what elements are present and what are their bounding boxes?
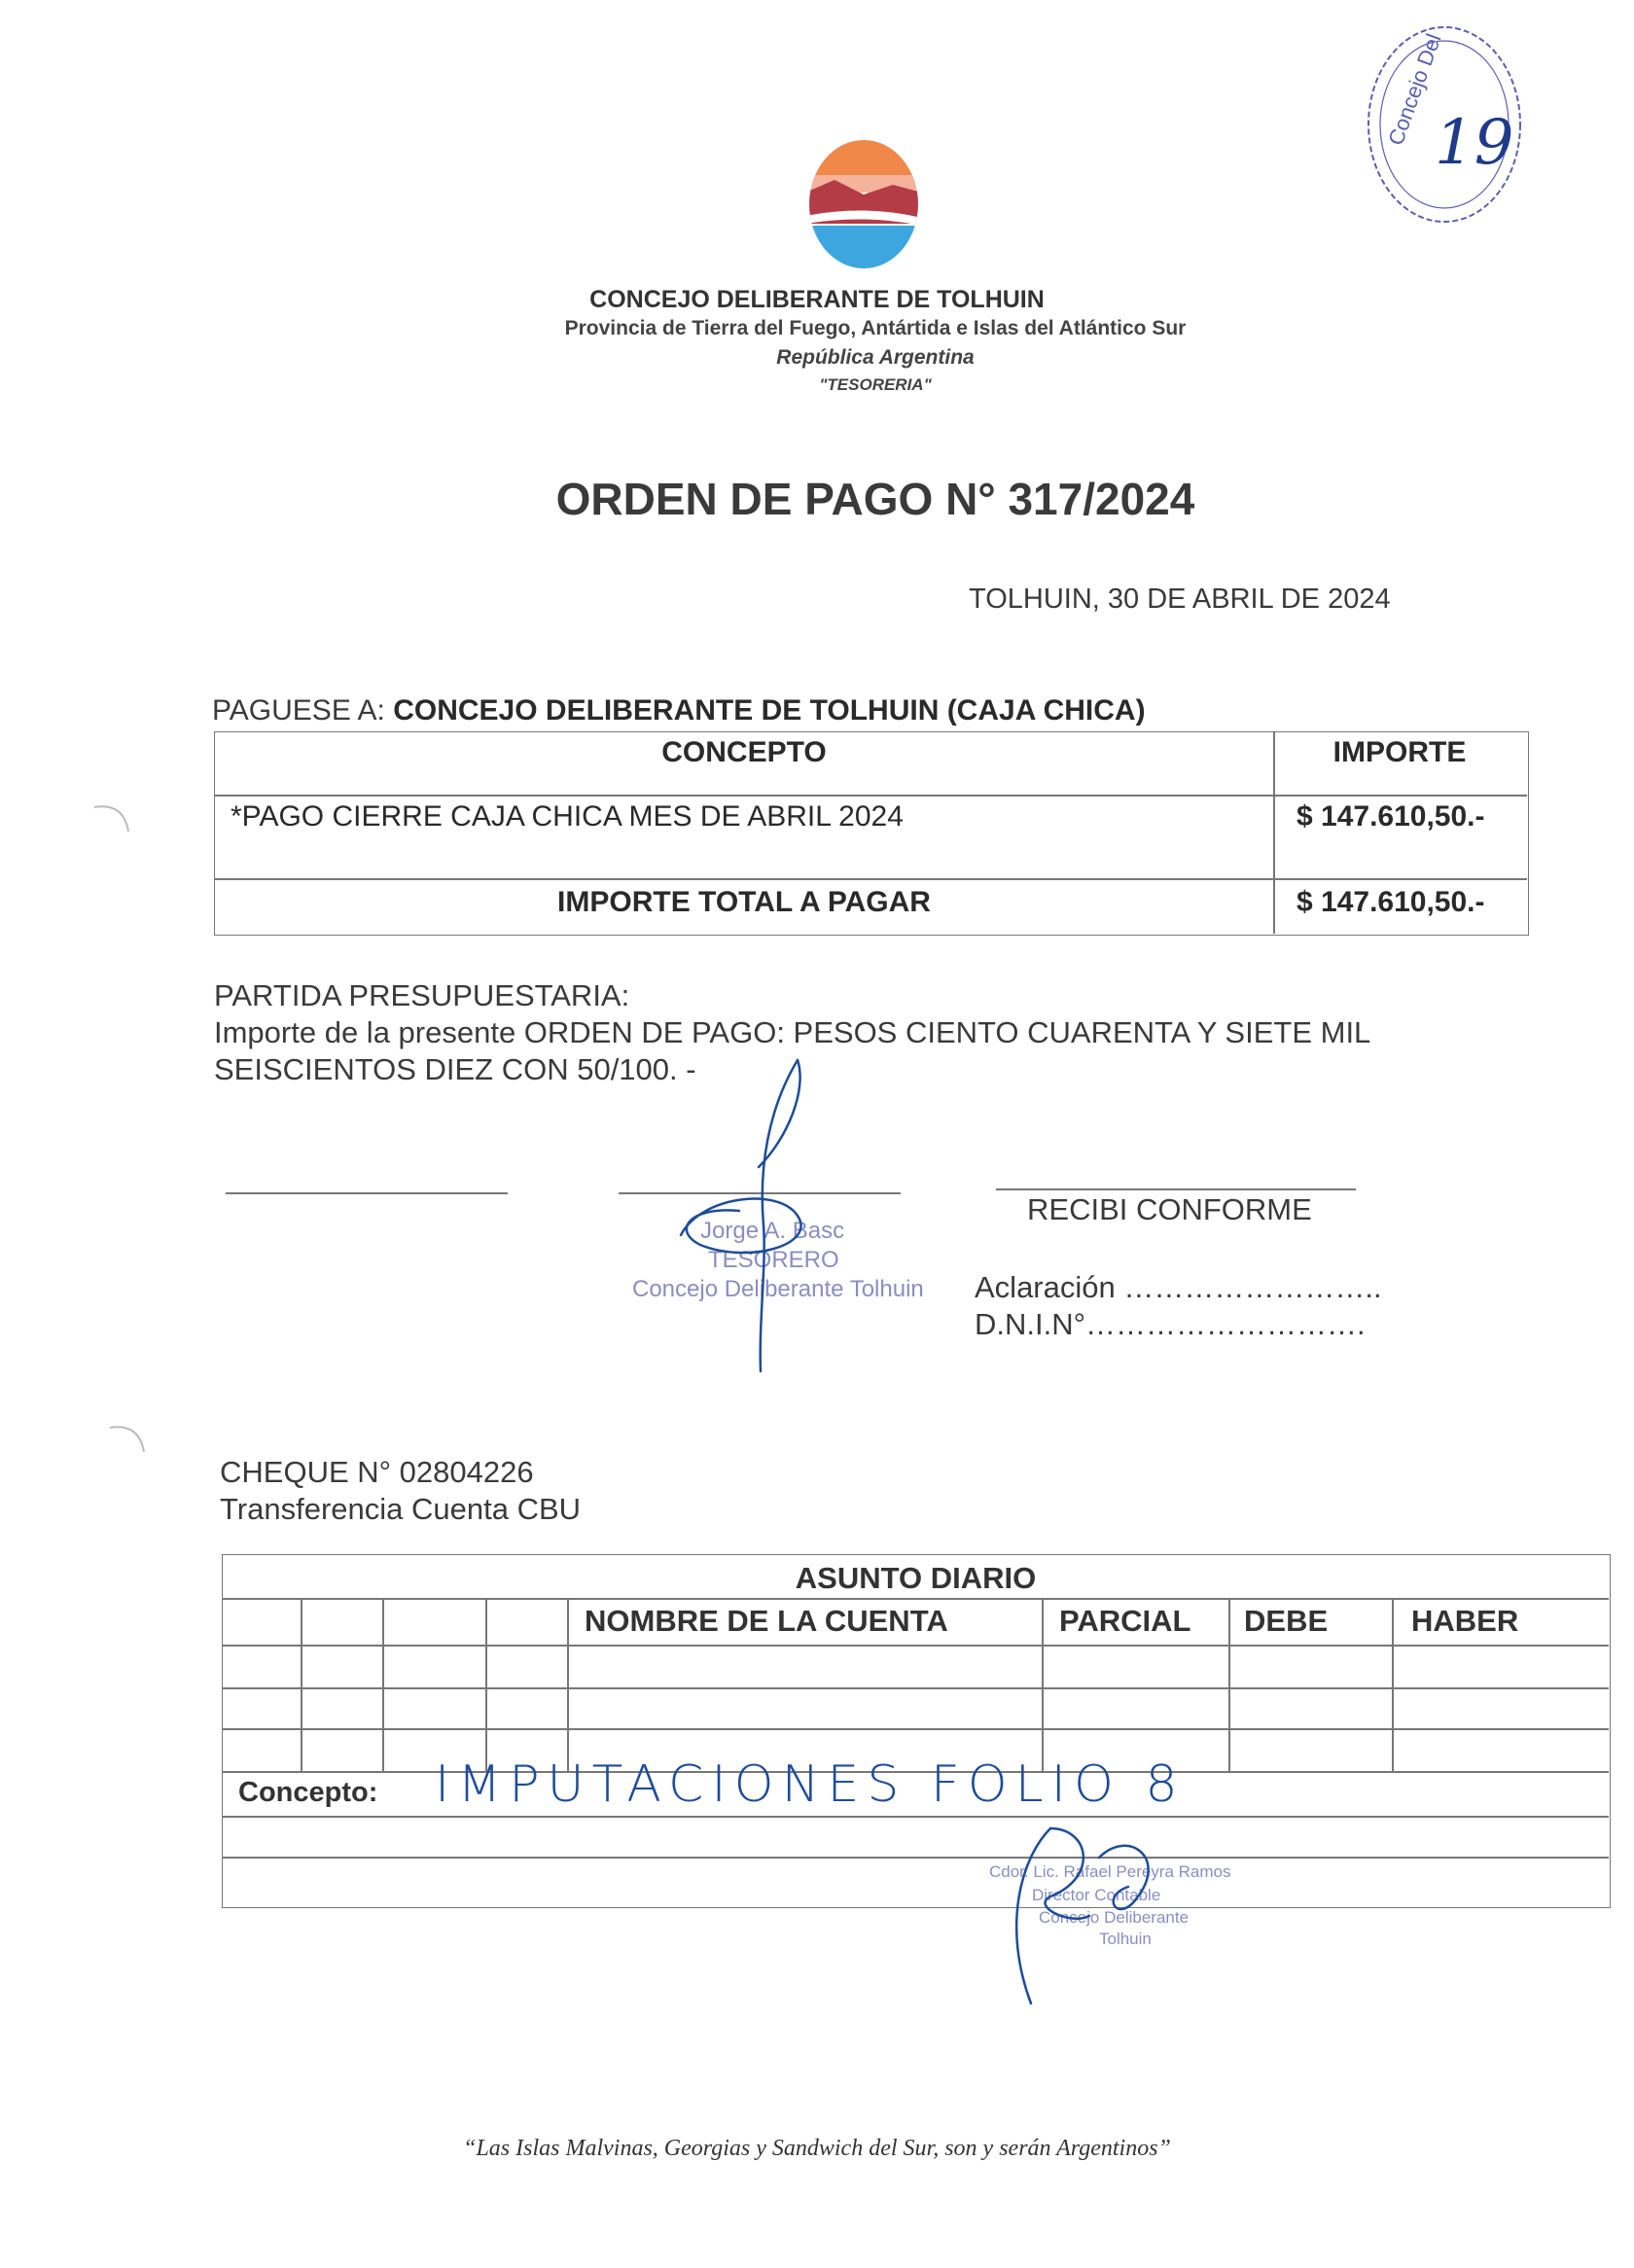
partida-line-2: SEISCIENTOS DIEZ CON 50/100. - <box>214 1052 696 1086</box>
journal-title: ASUNTO DIARIO <box>795 1561 1037 1595</box>
total-label: IMPORTE TOTAL A PAGAR <box>557 886 931 918</box>
partida-line-1: Importe de la presente ORDEN DE PAGO: PESOS CIENTO CUARENTA Y SIETE MIL <box>214 1015 1371 1049</box>
accountant-stamp-city: Tolhuin <box>1099 1930 1152 1948</box>
amount-cell: $ 147.610,50.- <box>1297 800 1485 833</box>
payee-line <box>212 694 1146 727</box>
accountant-stamp-org: Concejo Deliberante <box>1039 1908 1190 1927</box>
concept-label: Concepto: <box>238 1777 378 1808</box>
punch-mark-bottom <box>105 1418 154 1457</box>
accountant-stamp-role: Director Contable <box>1032 1886 1161 1904</box>
dni-field: D.N.I.N°………………………. <box>975 1307 1366 1341</box>
payee-label: PAGUESE A: <box>212 694 385 726</box>
folio-seal <box>1357 18 1522 231</box>
document-title: ORDEN DE PAGO N° 317/2024 <box>555 474 1195 524</box>
treasurer-stamp-org: Concejo Deliberante Tolhuin <box>632 1276 924 1302</box>
journal-table <box>222 1554 1611 1908</box>
total-amount: $ 147.610,50.- <box>1297 886 1485 918</box>
concept-handwritten: IMPUTACIONES FOLIO 8 <box>435 1755 1186 1814</box>
footer-motto: “Las Islas Malvinas, Georgias y Sandwich del Sur, son y serán Argentinos” <box>463 2136 1171 2161</box>
treasurer-stamp-role: TESORERO <box>708 1247 839 1273</box>
concept-header: CONCEPTO <box>661 736 827 768</box>
cheque-number: CHEQUE N° 02804226 <box>220 1455 534 1489</box>
payment-table <box>214 731 1529 936</box>
recibi-conforme: RECIBI CONFORME <box>1027 1192 1312 1226</box>
col-haber: HABER <box>1411 1604 1519 1638</box>
folio-number: 19 <box>1435 107 1514 179</box>
accountant-signature <box>992 1819 1190 2013</box>
treasurer-signature <box>661 1050 875 1381</box>
seal-text: Concejo Del <box>1383 30 1446 149</box>
signature-line-left <box>226 1192 508 1194</box>
signature-line-recibi <box>996 1188 1356 1190</box>
treasurer-stamp-name: Jorge A. Basc <box>700 1218 845 1244</box>
concept-cell: *PAGO CIERRE CAJA CHICA MES DE ABRIL 2024 <box>231 800 904 833</box>
org-name: CONCEJO DELIBERANTE DE TOLHUIN <box>589 286 1045 313</box>
accountant-stamp-name: Cdor. Lic. Rafael Pereyra Ramos <box>989 1862 1231 1881</box>
document-date: TOLHUIN, 30 DE ABRIL DE 2024 <box>969 584 1391 615</box>
partida-label: PARTIDA PRESUPUESTARIA: <box>214 978 630 1012</box>
col-account-name: NOMBRE DE LA CUENTA <box>585 1604 948 1638</box>
transfer-cbu: Transferencia Cuenta CBU <box>220 1492 582 1526</box>
col-debe: DEBE <box>1244 1604 1329 1638</box>
org-country: República Argentina <box>776 346 975 369</box>
payee-name: CONCEJO DELIBERANTE DE TOLHUIN (CAJA CHICA) <box>393 694 1146 726</box>
amount-header: IMPORTE <box>1332 736 1467 768</box>
punch-mark-top <box>89 797 138 836</box>
org-province: Provincia de Tierra del Fuego, Antártida e Islas del Atlántico Sur <box>564 317 1187 339</box>
institution-logo <box>805 136 922 272</box>
org-department: "TESORERIA" <box>819 375 932 394</box>
col-parcial: PARCIAL <box>1059 1604 1191 1638</box>
aclaracion-field: Aclaración …………………….. <box>975 1270 1382 1304</box>
